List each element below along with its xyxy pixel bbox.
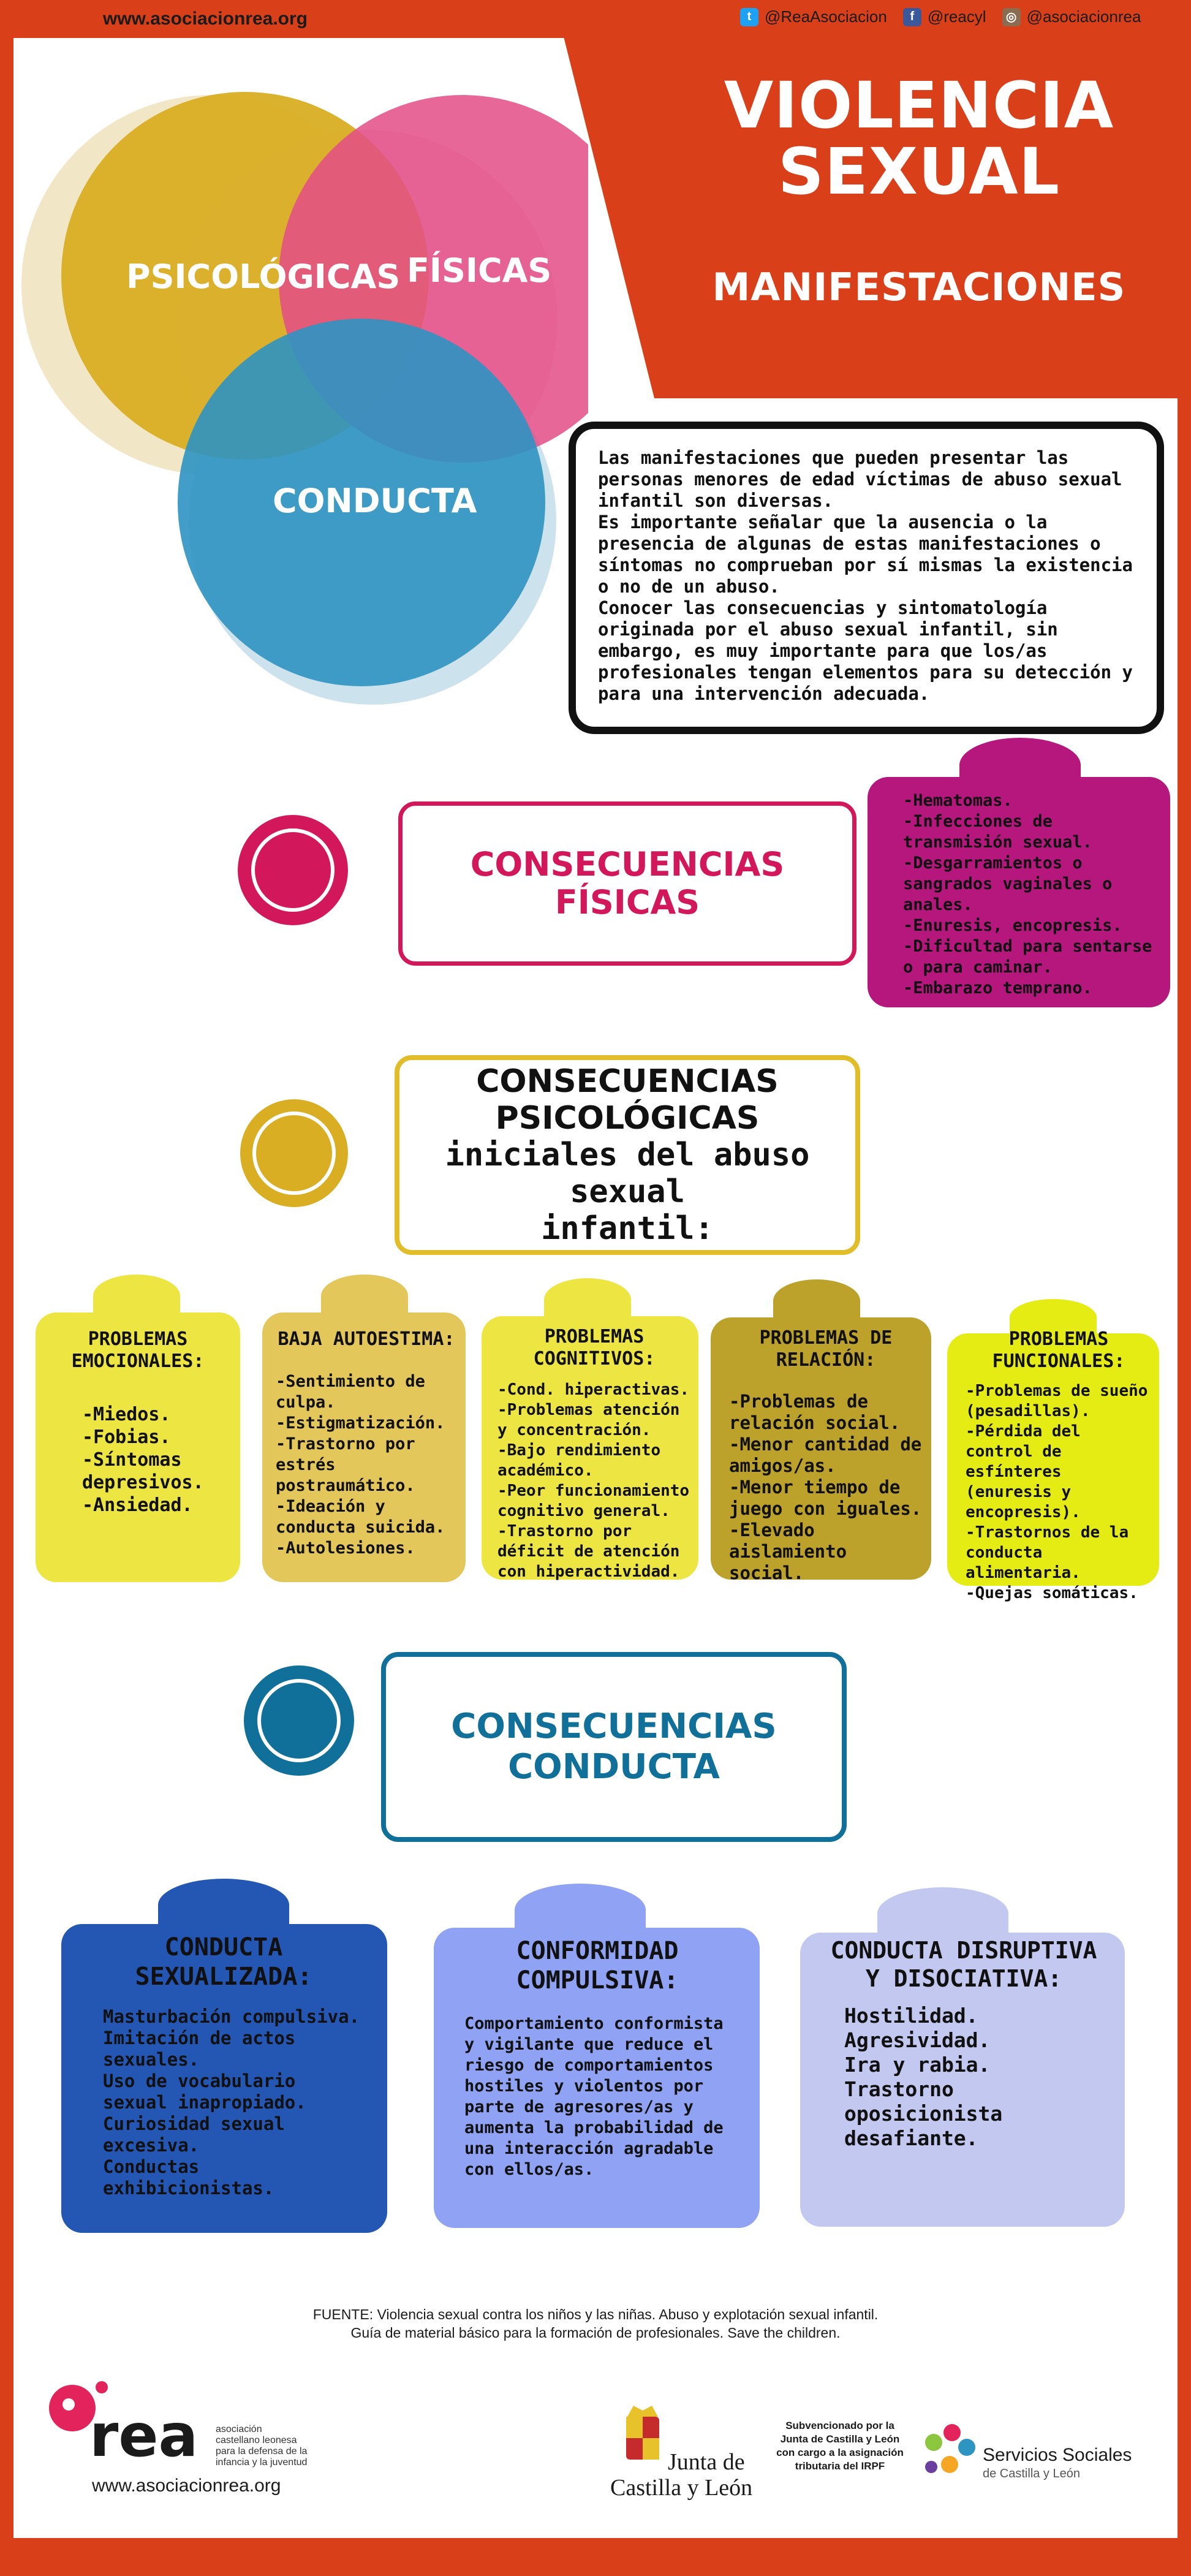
- list-item: -Ansiedad.: [82, 1494, 193, 1516]
- psicologicas-marker: [240, 1099, 348, 1207]
- card-disruptiva: [800, 1933, 1125, 2227]
- list-item: -Cond. hiperactivas.: [497, 1381, 690, 1399]
- card-disruptiva-title: CONDUCTA DISRUPTIVA Y DISOCIATIVA:: [830, 1937, 1097, 1992]
- list-item: Trastorno oposicionista desafiante.: [844, 2077, 1003, 2150]
- conducta-title-2: CONDUCTA: [508, 1747, 720, 1787]
- card-funcionales-list: [966, 1381, 1152, 1604]
- twitter-icon: t: [740, 8, 758, 26]
- venn-label-psicologicas: PSICOLÓGICAS: [126, 257, 401, 296]
- rea-description: [216, 2424, 307, 2468]
- rea-desc-line: infancia y la juventud: [216, 2457, 308, 2468]
- list-item: -Sentimiento de culpa.: [276, 1372, 425, 1412]
- list-item: Hostilidad.: [844, 2004, 978, 2028]
- fisicas-item: -Embarazo temprano.: [903, 979, 1092, 998]
- card-conformidad: [434, 1928, 760, 2228]
- list-item: -Peor funcionamiento cognitivo general.: [497, 1482, 690, 1520]
- website-url[interactable]: www.asociacionrea.org: [103, 9, 308, 29]
- list-item: -Quejas somáticas.: [966, 1584, 1138, 1602]
- source-citation: [0, 2305, 1191, 2342]
- card-conformidad-title: CONFORMIDAD COMPULSIVA:: [516, 1937, 679, 1995]
- title-line-1: VIOLENCIA: [724, 68, 1114, 143]
- list-item: Ira y rabia.: [844, 2053, 991, 2077]
- card-cognitivos-list: [497, 1380, 691, 1582]
- card-relacion: [711, 1317, 931, 1583]
- card-relacion-list: [729, 1391, 923, 1584]
- list-item: Masturbación compulsiva.: [103, 2006, 360, 2027]
- subtitle: MANIFESTACIONES: [712, 265, 1126, 309]
- psicologicas-title-3: iniciales del abuso sexual: [445, 1137, 810, 1210]
- card-conformidad-list: [464, 2013, 743, 2180]
- list-item: -Ideación y conducta suicida.: [276, 1497, 445, 1537]
- list-item: -Menor tiempo de juego con iguales.: [729, 1477, 922, 1519]
- list-item: -Miedos.: [82, 1404, 171, 1425]
- venn-label-conducta: CONDUCTA: [273, 482, 477, 520]
- conducta-title-1: CONSECUENCIAS: [451, 1707, 777, 1746]
- psicologicas-title-1: CONSECUENCIAS: [476, 1063, 779, 1100]
- subsidy-line: tributaria del IRPF: [795, 2460, 885, 2472]
- fisicas-item: -Dificultad para sentarse o para caminar.: [903, 937, 1152, 977]
- list-item: -Pérdida del control de esfínteres (enuresis y encopresis).: [966, 1422, 1081, 1521]
- fisicas-list: [903, 790, 1159, 999]
- junta-line-1: Junta de: [668, 2449, 745, 2475]
- card-emocionales: [36, 1313, 240, 1582]
- servicios-line-2: de Castilla y León: [983, 2467, 1080, 2480]
- rea-desc-line: castellano leonesa: [216, 2435, 297, 2445]
- conducta-marker: [244, 1665, 354, 1776]
- list-item: -Elevado aislamiento social.: [729, 1520, 847, 1583]
- card-funcionales-title: PROBLEMAS FUNCIONALES:: [992, 1328, 1125, 1372]
- fisicas-item: -Enuresis, encopresis.: [903, 916, 1122, 935]
- psicologicas-marker-ring: [252, 1112, 336, 1195]
- list-item: -Menor cantidad de amigos/as.: [729, 1434, 922, 1476]
- list-item: -Problemas atención y concentración.: [497, 1401, 680, 1439]
- list-item: Imitación de actos sexuales.: [103, 2028, 296, 2070]
- fisicas-marker-ring: [251, 828, 335, 912]
- card-autoestima-list: [276, 1371, 457, 1559]
- source-line-2: Guía de material básico para la formación de profesionales. Save the children.: [350, 2325, 841, 2341]
- list-item: Agresividad.: [844, 2028, 991, 2052]
- card-autoestima: [262, 1313, 466, 1582]
- main-title: [692, 68, 1146, 209]
- intro-paragraph: Es importante señalar que la ausencia o la presencia de algunas de estas manifestaciones o síntomas no comprueban por sí mismas la existencia o no de un abuso.: [598, 512, 1133, 597]
- rea-desc-line: para la defensa de la: [216, 2446, 308, 2457]
- title-line-2: SEXUAL: [777, 134, 1061, 209]
- fisicas-marker: [238, 815, 348, 925]
- card-sexualizada: [61, 1924, 387, 2233]
- rea-logo: rea: [89, 2401, 198, 2470]
- card-funcionales: [947, 1328, 1159, 1602]
- list-item: -Problemas de sueño (pesadillas).: [966, 1382, 1148, 1420]
- fisicas-item: -Hematomas.: [903, 791, 1013, 810]
- list-item: Curiosidad sexual excesiva.: [103, 2113, 285, 2156]
- fisicas-item: -Infecciones de transmisión sexual.: [903, 812, 1092, 852]
- fisicas-title-1: CONSECUENCIAS: [470, 845, 785, 884]
- venn-diagram: [0, 80, 588, 729]
- list-item: -Trastorno por estrés postraumático.: [276, 1434, 415, 1495]
- conducta-heading-box: [381, 1652, 847, 1842]
- card-autoestima-title: BAJA AUTOESTIMA:: [278, 1328, 455, 1350]
- psicologicas-title-2: PSICOLÓGICAS: [495, 1100, 760, 1137]
- subsidy-line: con cargo a la asignación: [776, 2447, 904, 2458]
- source-line-1: FUENTE: Violencia sexual contra los niños y las niñas. Abuso y explotación sexual infantil.: [312, 2306, 879, 2322]
- card-cognitivos-title: PROBLEMAS COGNITIVOS:: [533, 1326, 656, 1369]
- venn-label-fisicas: FÍSICAS: [407, 251, 552, 290]
- rea-desc-line: asociación: [216, 2424, 262, 2434]
- list-item: -Bajo rendimiento académico.: [497, 1441, 661, 1480]
- list-item: -Trastorno por déficit de atención con hiperactividad.: [497, 1522, 680, 1581]
- psicologicas-title-4: infantil:: [541, 1210, 714, 1247]
- psicologicas-heading-box: [395, 1055, 860, 1255]
- twitter-handle: @ReaAsociacion: [765, 7, 887, 26]
- rea-website[interactable]: www.asociacionrea.org: [92, 2476, 281, 2496]
- relacion-tab: [773, 1279, 860, 1322]
- facebook-handle: @reacyl: [927, 7, 986, 26]
- intro-text-box: [569, 422, 1164, 734]
- list-item: Uso de vocabulario sexual inapropiado.: [103, 2070, 306, 2113]
- autoestima-tab: [321, 1275, 408, 1317]
- card-sexualizada-list: [103, 2006, 369, 2199]
- fisicas-heading-box: [398, 801, 856, 966]
- intro-paragraph: Conocer las consecuencias y sintomatología originada por el abuso sexual infantil, sin embargo, es muy importante para que los/as profesionales tengan elementos para su detección y para una intervención adecuada.: [598, 597, 1133, 704]
- card-disruptiva-list: [844, 2004, 1108, 2151]
- subsidy-note: [771, 2419, 909, 2473]
- instagram-handle: @asociacionrea: [1026, 7, 1141, 26]
- junta-coat-of-arms-icon: [621, 2402, 664, 2469]
- instagram-icon: ◎: [1002, 8, 1021, 26]
- card-emocionales-title: PROBLEMAS EMOCIONALES:: [71, 1328, 205, 1372]
- list-item: -Problemas de relación social.: [729, 1391, 901, 1433]
- fisicas-card: [868, 777, 1170, 1007]
- list-item: Conductas exhibicionistas.: [103, 2156, 274, 2199]
- list-item: -Síntomas depresivos.: [82, 1449, 204, 1493]
- card-relacion-title: PROBLEMAS DE RELACIÓN:: [759, 1327, 893, 1371]
- subsidy-line: Subvencionado por la: [785, 2420, 894, 2431]
- fisicas-title-2: FÍSICAS: [554, 883, 700, 922]
- cognitivos-tab: [544, 1278, 631, 1321]
- fisicas-item: -Desgarramientos o sangrados vaginales o anales.: [903, 854, 1113, 914]
- card-cognitivos: [482, 1316, 698, 1580]
- card-sexualizada-title: CONDUCTA SEXUALIZADA:: [135, 1933, 312, 1991]
- junta-line-2: Castilla y León: [610, 2475, 753, 2501]
- list-item: -Fobias.: [82, 1426, 171, 1448]
- list-item: -Trastornos de la conducta alimentaria.: [966, 1523, 1129, 1582]
- list-item: -Estigmatización.: [276, 1414, 445, 1433]
- intro-paragraph: Las manifestaciones que pueden presentar las personas menores de edad víctimas de abuso sexual infantil son diversas.: [598, 447, 1122, 511]
- subsidy-line: Junta de Castilla y León: [780, 2433, 900, 2445]
- facebook-icon: f: [903, 8, 921, 26]
- list-item: -Autolesiones.: [276, 1539, 415, 1558]
- list-item: Comportamiento conformista y vigilante que reduce el riesgo de comportamientos hostiles y violentos por parte de agresores/as y aumenta la probabilidad de una interacción agradable con ellos/as.: [464, 2014, 724, 2179]
- emocionales-tab: [93, 1275, 180, 1317]
- card-emocionales-list: [45, 1403, 230, 1517]
- servicios-line-1: Servicios Sociales: [983, 2445, 1132, 2465]
- servicios-sociales-logo-icon: [915, 2418, 983, 2485]
- conducta-marker-ring: [257, 1679, 341, 1762]
